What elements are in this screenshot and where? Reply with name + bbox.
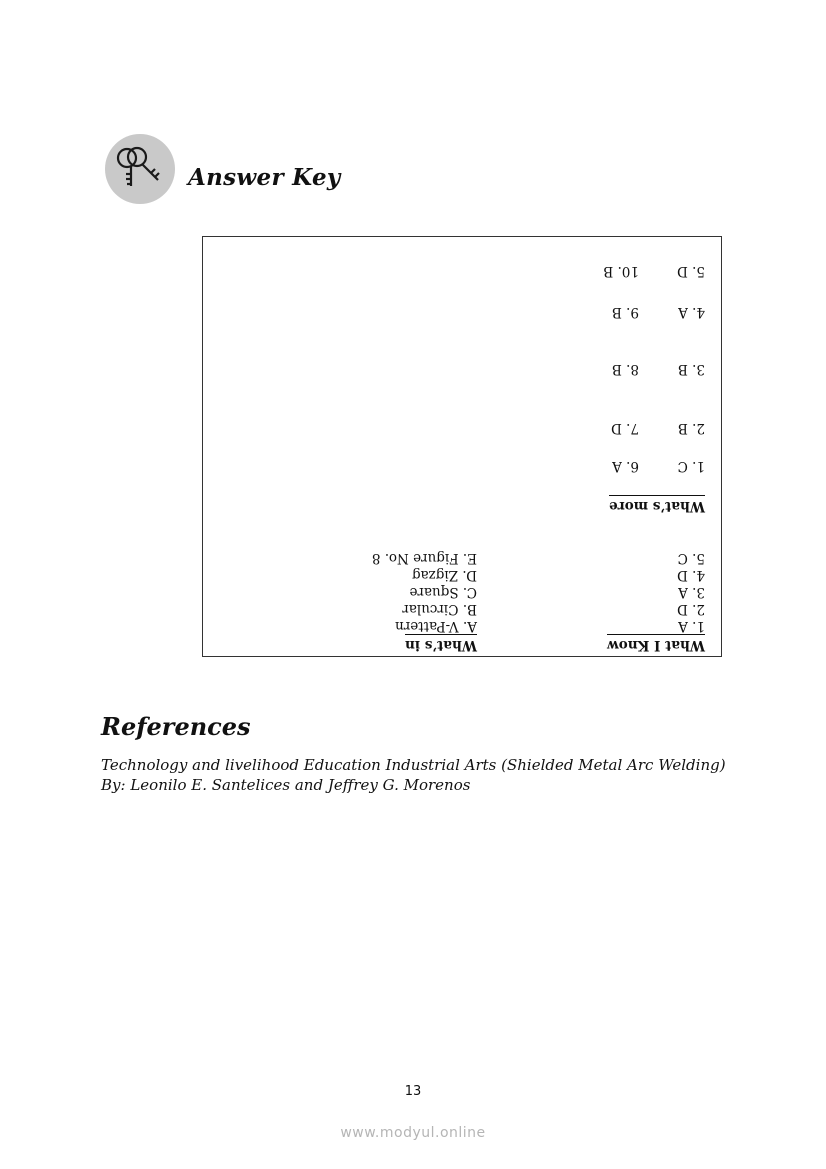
list-item: 3. A bbox=[678, 584, 705, 600]
list-item: 7. D bbox=[611, 420, 639, 436]
page-number: 13 bbox=[404, 1084, 422, 1099]
list-item: 5. D bbox=[677, 263, 705, 279]
list-item: C. Square bbox=[409, 584, 477, 600]
answer-key-title: Answer Key bbox=[188, 164, 341, 191]
watermark: www.modyul.online bbox=[340, 1125, 486, 1141]
references-title: References bbox=[101, 712, 251, 741]
list-item: 10. B bbox=[603, 263, 639, 279]
references-text: Technology and livelihood Education Industrial Arts (Shielded Metal Arc Welding) By: Leonilo E. Santelices and Jeffrey G. Morenos bbox=[101, 756, 726, 794]
keys-icon-graphic bbox=[105, 134, 175, 204]
list-item: A. V-Pattern bbox=[395, 618, 477, 634]
list-item: 2. B bbox=[677, 420, 705, 436]
list-item: B. Circular bbox=[402, 601, 477, 617]
list-item: 6. A bbox=[612, 458, 639, 474]
list-item: 8. B bbox=[611, 361, 639, 377]
answer-key-box bbox=[202, 236, 722, 657]
list-item: 1. C bbox=[677, 458, 705, 474]
list-item: D. Zigzag bbox=[411, 567, 477, 583]
list-item: 9. B bbox=[611, 304, 639, 320]
whats-more-header: What’s more bbox=[609, 495, 705, 514]
list-item: 5. C bbox=[677, 550, 705, 566]
list-item: 1. A bbox=[678, 618, 705, 634]
list-item: 3. B bbox=[677, 361, 705, 377]
list-item: 4. D bbox=[677, 567, 705, 583]
whats-in-header: What’s in bbox=[405, 634, 477, 653]
list-item: 4. A bbox=[678, 304, 705, 320]
list-item: 2. D bbox=[677, 601, 705, 617]
answer-key-rotated-content bbox=[203, 237, 721, 656]
list-item: E. Figure No. 8 bbox=[371, 550, 477, 566]
keys-icon bbox=[105, 134, 175, 204]
what-i-know-header: What I Know bbox=[607, 634, 705, 653]
